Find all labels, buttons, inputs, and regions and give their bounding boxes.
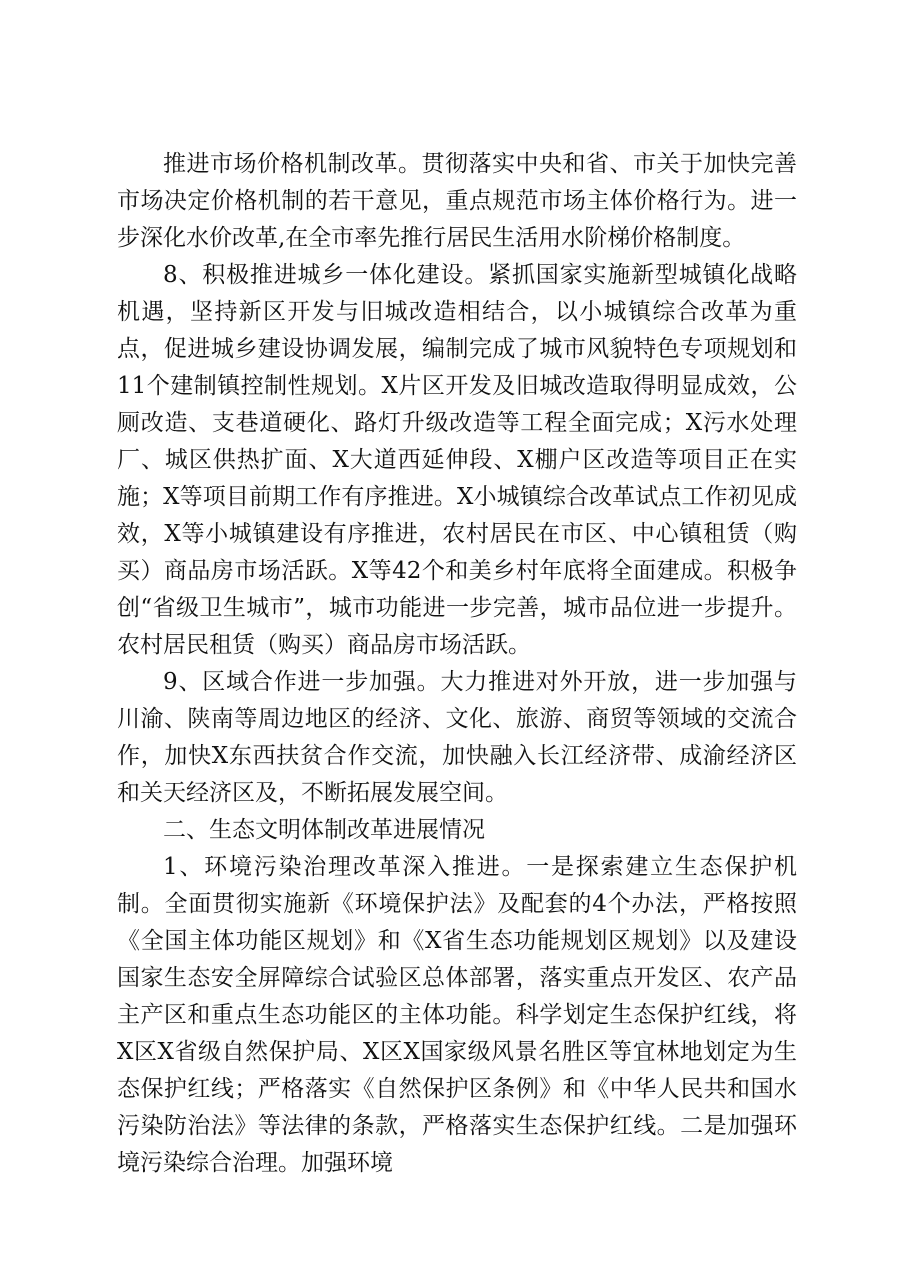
paragraph-regional-cooperation: 9、区域合作进一步加强。大力推进对外开放，进一步加强与川渝、陕南等周边地区的经济、文化、旅游、商贸等领域的交流合作，加快X东西扶贫合作交流，加快融入长江经济带、成渝经济区和关天经济区及，不断拓展发展空间。	[117, 669, 797, 806]
section-heading-ecological-reform: 二、生态文明体制改革进展情况	[163, 817, 485, 843]
paragraph-pollution-control: 1、环境污染治理改革深入推进。一是探索建立生态保护机制。全面贯彻实施新《环境保护法》及配套的4个办法，严格按照《全国主体功能区规划》和《X省生态功能规划区规划》以及建设国家生态安全屏障综合试验区总体部署，落实重点开发区、农产品主产区和重点生态功能区的主体功能。科学划定生态保护红线，将X区X省级自然保护局、X区X国家级风景名胜区等宜林地划定为生态保护红线；严格落实《自然保护区条例》和《中华人民共和国水污染防治法》等法律的条款，严格落实生态保护红线。二是加强环境污染综合治理。加强环境	[117, 854, 797, 1176]
paragraph-urban-rural-integration: 8、积极推进城乡一体化建设。紧抓国家实施新型城镇化战略机遇，坚持新区开发与旧城改造相结合，以小城镇综合改革为重点，促进城乡建设协调发展，编制完成了城市风貌特色专项规划和11个建制镇控制性规划。X片区开发及旧城改造取得明显成效，公厕改造、支巷道硬化、路灯升级改造等工程全面完成；X污水处理厂、城区供热扩面、X大道西延伸段、X棚户区改造等项目正在实施；X等项目前期工作有序推进。X小城镇综合改革试点工作初见成效，X等小城镇建设有序推进，农村居民在市区、中心镇租赁（购买）商品房市场活跃。X等42个和美乡村年底将全面建成。积极争创“省级卫生城市”，城市功能进一步完善，城市品位进一步提升。农村居民租赁（购买）商品房市场活跃。	[117, 262, 797, 658]
paragraph-price-reform: 推进市场价格机制改革。贯彻落实中央和省、市关于加快完善市场决定价格机制的若干意见，重点规范市场主体价格行为。进一步深化水价改革,在全市率先推行居民生活用水阶梯价格制度。	[117, 151, 797, 251]
document-body	[117, 146, 797, 1182]
